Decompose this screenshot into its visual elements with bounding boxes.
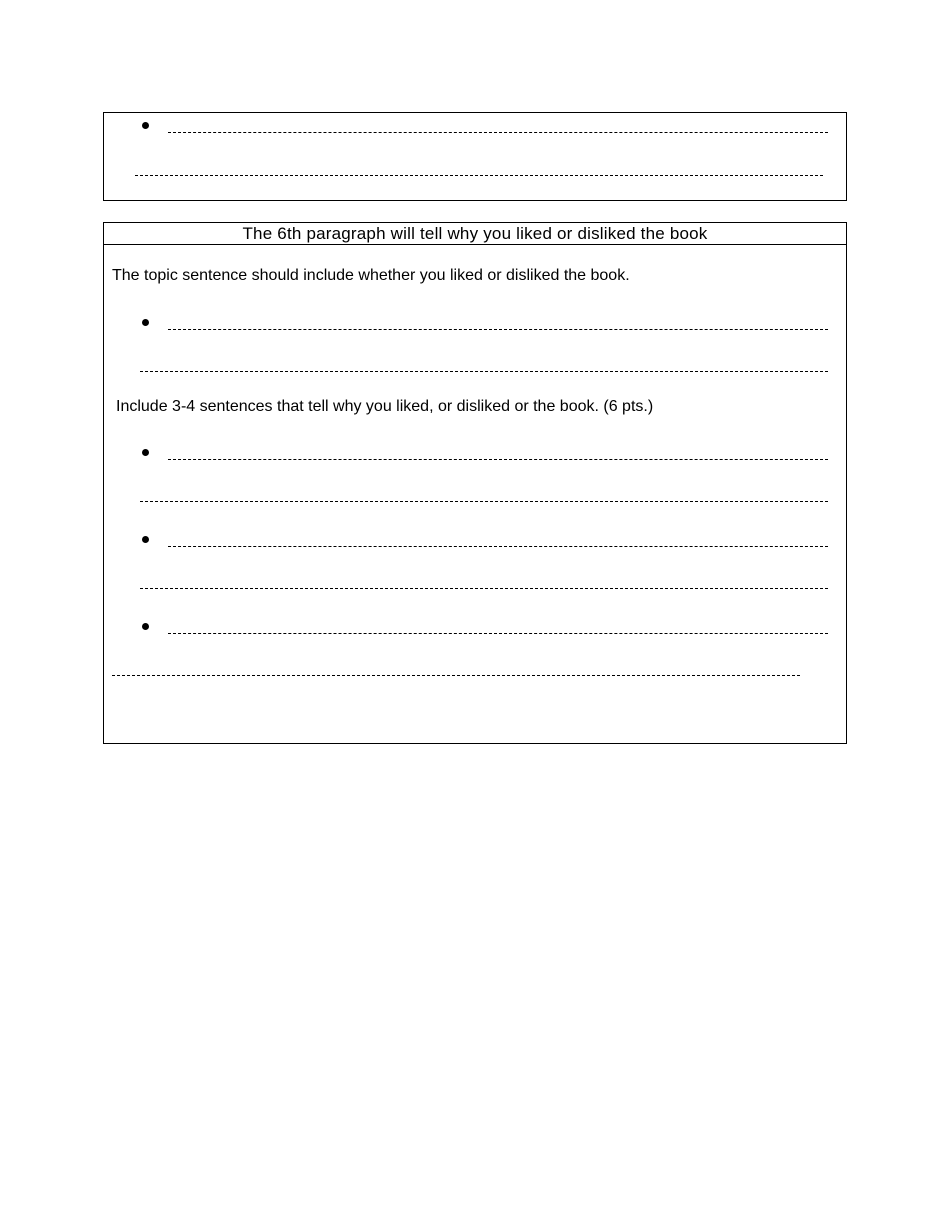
continued-response-box	[103, 112, 847, 201]
answer-line[interactable]	[168, 132, 828, 133]
bullet-icon	[142, 122, 149, 129]
answer-line[interactable]	[112, 675, 800, 676]
section-title: The 6th paragraph will tell why you liked or disliked the book	[104, 223, 846, 245]
answer-line[interactable]	[168, 329, 828, 330]
bullet-icon	[142, 449, 149, 456]
answer-line[interactable]	[140, 588, 828, 589]
bullet-icon	[142, 623, 149, 630]
answer-line[interactable]	[168, 633, 828, 634]
answer-line[interactable]	[168, 459, 828, 460]
details-instruction: Include 3-4 sentences that tell why you liked, or disliked or the book. (6 pts.)	[116, 398, 654, 415]
topic-instruction: The topic sentence should include whether you liked or disliked the book.	[112, 267, 630, 284]
paragraph-6-box	[103, 222, 847, 744]
answer-line[interactable]	[140, 371, 828, 372]
answer-line[interactable]	[135, 175, 823, 176]
answer-line[interactable]	[168, 546, 828, 547]
answer-line[interactable]	[140, 501, 828, 502]
bullet-icon	[142, 319, 149, 326]
bullet-icon	[142, 536, 149, 543]
